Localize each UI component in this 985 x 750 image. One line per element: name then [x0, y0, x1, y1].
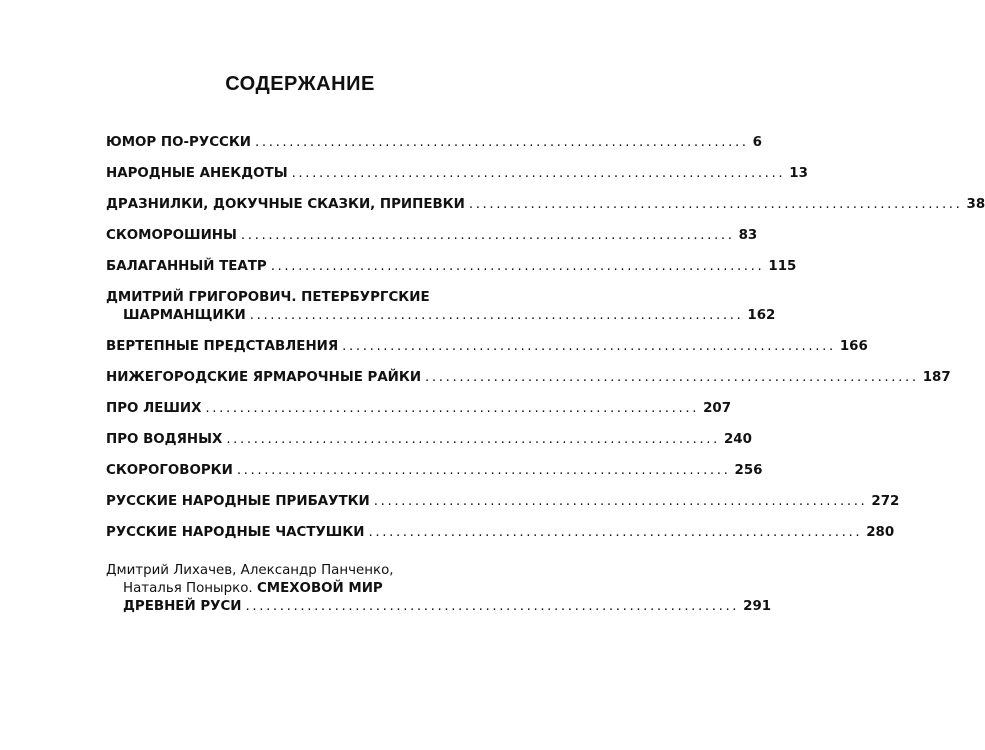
toc-line — [106, 307, 776, 325]
toc-entry — [106, 196, 985, 214]
toc-entry — [106, 462, 763, 480]
essay-title-part2: ДРЕВНЕЙ РУСИ — [123, 599, 242, 614]
essay-title-part1: СМЕХОВОЙ МИР — [256, 581, 383, 596]
toc-entry-title: НИЖЕГОРОДСКИЕ ЯРМАРОЧНЫЕ РАЙКИ — [106, 370, 422, 385]
toc-entry-page: 240 — [723, 432, 752, 447]
toc-entry-page: 280 — [866, 525, 895, 540]
toc-entry-title: БАЛАГАННЫЙ ТЕАТР — [106, 259, 267, 274]
toc-line — [106, 462, 763, 480]
toc-entry-page: 162 — [747, 308, 776, 323]
dot-leader: ........................................................................ — [249, 308, 744, 323]
toc-entry — [106, 493, 900, 511]
toc-entry-page: 187 — [922, 370, 951, 385]
toc-entry-title: ДРАЗНИЛКИ, ДОКУЧНЫЕ СКАЗКИ, ПРИПЕВКИ — [106, 197, 465, 212]
toc-line — [106, 493, 900, 511]
toc-line — [106, 165, 808, 183]
dot-leader: ........................................................................ — [373, 494, 868, 509]
dot-leader: ........................................................................ — [425, 370, 919, 385]
toc-entry-title: ПРО ЛЕШИХ — [106, 401, 202, 416]
toc-entry-title-line2: ШАРМАНЩИКИ — [123, 308, 246, 323]
essay-authors-line1: Дмитрий Лихачев, Александр Панченко, — [106, 563, 394, 578]
toc-entry — [106, 524, 895, 542]
toc-line — [106, 598, 772, 616]
toc-entry — [106, 338, 868, 356]
toc-entry-page: 207 — [703, 401, 732, 416]
toc-entry-title: ВЕРТЕПНЫЕ ПРЕДСТАВЛЕНИЯ — [106, 339, 339, 354]
toc-entry-page: 115 — [768, 259, 797, 274]
toc-entry-title: РУССКИЕ НАРОДНЫЕ ЧАСТУШКИ — [106, 525, 365, 540]
toc-line — [106, 227, 758, 245]
toc-entry-page: 38 — [966, 197, 985, 212]
dot-leader: ........................................................................ — [368, 525, 863, 540]
toc-entry — [106, 258, 797, 276]
essay-authors-line2 — [106, 580, 498, 598]
toc-entry-title: ЮМОР ПО-РУССКИ — [106, 135, 251, 150]
toc-entry — [106, 289, 776, 325]
toc-entry-title-line1: ДМИТРИЙ ГРИГОРОВИЧ. ПЕТЕРБУРГСКИЕ — [106, 290, 430, 305]
dot-leader: ........................................................................ — [270, 259, 765, 274]
essay-authors-name: Наталья Понырко. — [123, 581, 253, 596]
toc-entry-page: 291 — [743, 599, 772, 614]
toc-line — [106, 258, 797, 276]
dot-leader: ........................................................................ — [245, 599, 740, 614]
toc-entry-title: НАРОДНЫЕ АНЕКДОТЫ — [106, 166, 288, 181]
toc-line — [106, 134, 762, 152]
toc-entry-essay — [106, 562, 772, 616]
toc-entry — [106, 227, 758, 245]
toc-entry — [106, 165, 808, 183]
dot-leader: ........................................................................ — [226, 432, 720, 447]
toc-entry — [106, 369, 951, 387]
toc-entry — [106, 431, 752, 449]
toc-entry-page: 13 — [789, 166, 808, 181]
dot-leader: ........................................................................ — [291, 166, 786, 181]
table-of-contents — [106, 134, 985, 616]
dot-leader: ........................................................................ — [240, 228, 735, 243]
toc-entry-title: ПРО ВОДЯНЫХ — [106, 432, 223, 447]
toc-entry-title: РУССКИЕ НАРОДНЫЕ ПРИБАУТКИ — [106, 494, 370, 509]
dot-leader: ........................................................................ — [255, 135, 749, 150]
toc-entry-title: СКОРОГОВОРКИ — [106, 463, 233, 478]
toc-entry — [106, 134, 762, 152]
toc-line — [106, 338, 868, 356]
toc-entry-page: 256 — [734, 463, 763, 478]
dot-leader: ........................................................................ — [236, 463, 731, 478]
dot-leader: ........................................................................ — [205, 401, 700, 416]
toc-entry-title: СКОМОРОШИНЫ — [106, 228, 237, 243]
toc-entry-page: 6 — [752, 135, 762, 150]
dot-leader: ........................................................................ — [342, 339, 836, 354]
dot-leader: ........................................................................ — [468, 197, 963, 212]
toc-line — [106, 431, 752, 449]
page-title: СОДЕРЖАНИЕ — [225, 73, 375, 95]
toc-entry — [106, 400, 732, 418]
toc-line — [106, 524, 895, 542]
toc-entry-page: 83 — [738, 228, 758, 243]
toc-line — [106, 369, 951, 387]
toc-entry-page: 272 — [871, 494, 900, 509]
toc-line — [106, 400, 732, 418]
toc-line — [106, 196, 985, 214]
toc-entry-page: 166 — [839, 339, 868, 354]
